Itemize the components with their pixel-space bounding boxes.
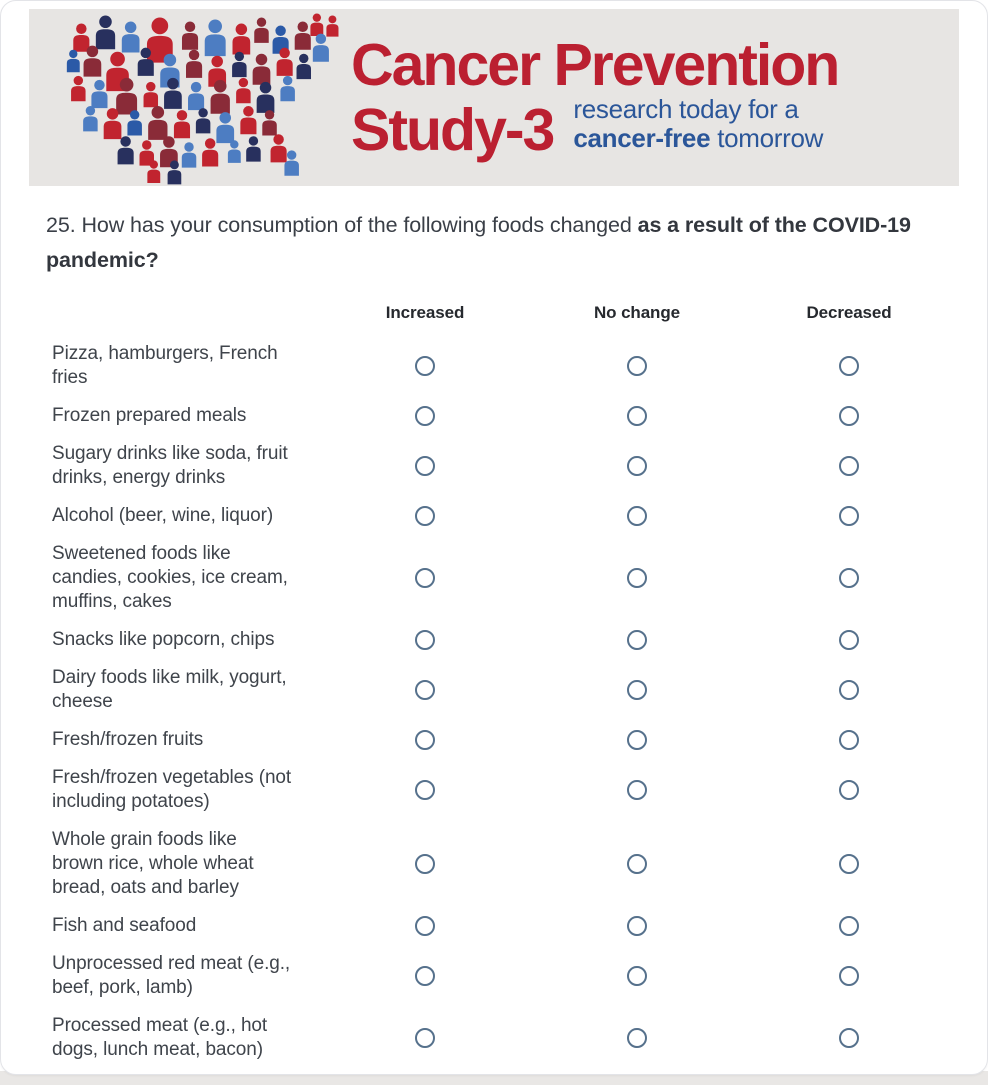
table-row	[47, 497, 987, 535]
radio-decreased[interactable]	[839, 1028, 859, 1048]
radio-no-change[interactable]	[627, 854, 647, 874]
tagline-line2: cancer-free tomorrow	[573, 123, 824, 154]
radio-no-change[interactable]	[627, 1028, 647, 1048]
table-row	[47, 907, 987, 945]
row-label: Fresh/frozen fruits	[52, 728, 204, 750]
column-header-increased: Increased	[385, 302, 465, 322]
radio-no-change[interactable]	[627, 966, 647, 986]
table-row	[47, 335, 987, 397]
radio-increased[interactable]	[415, 568, 435, 588]
radio-increased[interactable]	[415, 406, 435, 426]
column-header-decreased: Decreased	[806, 302, 892, 322]
row-label: Unprocessed red meat (e.g., beef, pork, lamb)	[52, 952, 291, 998]
table-row	[47, 821, 987, 907]
row-label: Sugary drinks like soda, fruit drinks, energy drinks	[52, 442, 288, 488]
radio-no-change[interactable]	[627, 680, 647, 700]
brand-title-line2: Study-3	[351, 96, 554, 163]
table-row	[47, 535, 987, 621]
question-text: 25. How has your consumption of the following foods changed as a result of the COVID-19 pandemic?	[46, 213, 911, 272]
us-map-people-logo	[29, 9, 341, 186]
radio-no-change[interactable]	[627, 916, 647, 936]
radio-decreased[interactable]	[839, 406, 859, 426]
table-row	[47, 621, 987, 659]
radio-increased[interactable]	[415, 780, 435, 800]
radio-no-change[interactable]	[627, 630, 647, 650]
radio-decreased[interactable]	[839, 854, 859, 874]
cps3-banner	[29, 9, 959, 186]
radio-no-change[interactable]	[627, 356, 647, 376]
row-label: Frozen prepared meals	[52, 404, 247, 426]
row-label: Sweetened foods like candies, cookies, ice cream, muffins, cakes	[52, 542, 288, 612]
row-label: Pizza, hamburgers, French fries	[52, 342, 278, 388]
radio-no-change[interactable]	[627, 568, 647, 588]
radio-decreased[interactable]	[839, 730, 859, 750]
radio-increased[interactable]	[415, 730, 435, 750]
radio-increased[interactable]	[415, 356, 435, 376]
radio-decreased[interactable]	[839, 630, 859, 650]
radio-no-change[interactable]	[627, 780, 647, 800]
radio-no-change[interactable]	[627, 506, 647, 526]
radio-increased[interactable]	[415, 506, 435, 526]
table-row	[47, 435, 987, 497]
row-label: Processed meat (e.g., hot dogs, lunch meat, bacon)	[52, 1014, 268, 1060]
row-label: Snacks like popcorn, chips	[52, 628, 275, 650]
table-row	[47, 397, 987, 435]
row-label: Fresh/frozen vegetables (not including potatoes)	[52, 766, 292, 812]
row-label: Dairy foods like milk, yogurt, cheese	[52, 666, 287, 712]
radio-decreased[interactable]	[839, 780, 859, 800]
radio-increased[interactable]	[415, 854, 435, 874]
table-row	[47, 721, 987, 759]
radio-increased[interactable]	[415, 630, 435, 650]
radio-increased[interactable]	[415, 1028, 435, 1048]
radio-decreased[interactable]	[839, 916, 859, 936]
radio-increased[interactable]	[415, 966, 435, 986]
table-row	[47, 759, 987, 821]
radio-no-change[interactable]	[627, 406, 647, 426]
radio-decreased[interactable]	[839, 456, 859, 476]
radio-decreased[interactable]	[839, 680, 859, 700]
tagline-line1: research today for a	[573, 94, 799, 125]
radio-decreased[interactable]	[839, 568, 859, 588]
radio-no-change[interactable]	[627, 456, 647, 476]
row-label: Fish and seafood	[52, 914, 197, 936]
brand-title-line1: Cancer Prevention	[351, 32, 839, 99]
radio-decreased[interactable]	[839, 356, 859, 376]
matrix-header-row	[47, 303, 987, 323]
radio-decreased[interactable]	[839, 966, 859, 986]
radio-no-change[interactable]	[627, 730, 647, 750]
table-row	[47, 659, 987, 721]
table-row	[47, 945, 987, 1007]
row-label: Whole grain foods like brown rice, whole wheat bread, oats and barley	[52, 828, 254, 898]
column-header-no-change: No change	[593, 302, 680, 322]
radio-increased[interactable]	[415, 916, 435, 936]
brand-tagline	[573, 95, 823, 152]
brand-title-block	[341, 9, 838, 186]
radio-increased[interactable]	[415, 456, 435, 476]
radio-decreased[interactable]	[839, 506, 859, 526]
table-row	[47, 1007, 987, 1069]
radio-increased[interactable]	[415, 680, 435, 700]
row-label: Alcohol (beer, wine, liquor)	[52, 504, 274, 526]
